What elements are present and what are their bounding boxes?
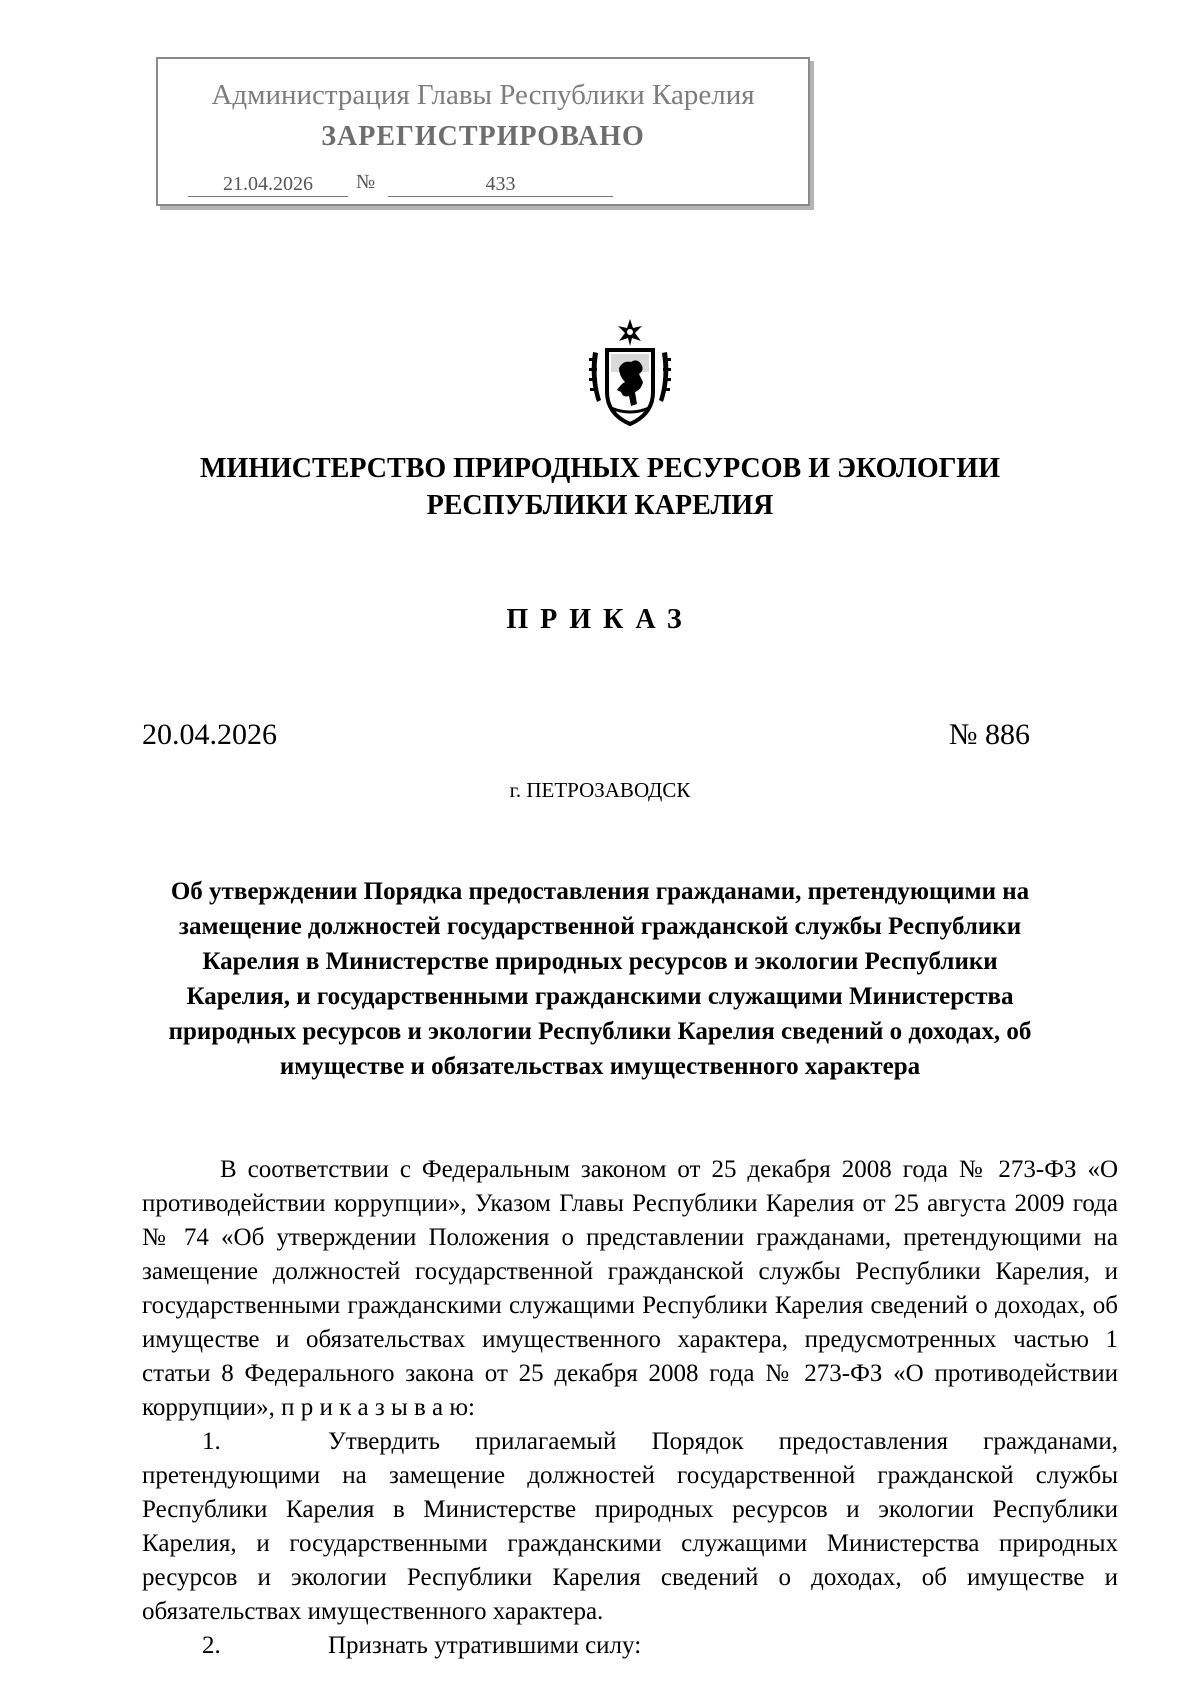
ministry-name-line1: МИНИСТЕРСТВО ПРИРОДНЫХ РЕСУРСОВ И ЭКОЛОГИИ: [200, 453, 1000, 484]
preamble-paragraph: В соответствии с Федеральным законом от 25 декабря 2008 года № 273-ФЗ «О противодействии коррупции», Указом Главы Республики Карелия от 25 августа 2009 года № 74 «Об утверждении Положения о представлении гражданами, претендующими на замещение должностей государственной гражданской службы Республики Карелия, и государственными гражданскими служащими Республики Карелия сведений о доходах, об имуществе и обязательствах имущественного характера, предусмотренных частью 1 статьи 8 Федерального закона от 25 декабря 2008 года № 273-ФЗ «О противодействии коррупции», п р и к а з ы в а ю:: [142, 1156, 1118, 1421]
list-item: [142, 1629, 1118, 1663]
stamp-date: 21.04.2026: [188, 173, 348, 197]
document-kind: ПРИКАЗ: [506, 604, 694, 635]
item-text: Утвердить прилагаемый Порядок предоставления гражданами, претендующими на замещение должностей государственной гражданской службы Республики Карелия в Министерстве природных ресурсов и экологии Республики Карелия, и государственными гражданскими служащими Министерства природных ресурсов и экологии Республики Карелия сведений о доходах, об имуществе и обязательствах имущественного характера.: [142, 1428, 1118, 1625]
order-number: № 886: [948, 718, 1030, 751]
document-title: Об утверждении Порядка предоставления гражданами, претендующими на замещение должностей государственной гражданской службы Республики Карелия в Министерстве природных ресурсов и экологии Республики Карелия, и государственными гражданскими служащими Министерства природных ресурсов и экологии Республики Карелия сведений о доходах, об имуществе и обязательствах имущественного характера: [168, 878, 1032, 1080]
order-date: 20.04.2026: [142, 718, 277, 751]
item-number: 2.: [202, 1632, 221, 1659]
registration-stamp: [156, 57, 810, 206]
stamp-number: 433: [388, 173, 613, 197]
list-item: [142, 1425, 1118, 1629]
item-text: Признать утратившими силу:: [328, 1632, 642, 1659]
stamp-registered-label: ЗАРЕГИСТРИРОВАНО: [321, 121, 645, 152]
stamp-organization: Администрация Главы Республики Карелия: [211, 79, 755, 111]
stamp-number-label: №: [356, 171, 376, 193]
order-city: г. ПЕТРОЗАВОДСК: [509, 778, 691, 802]
ministry-name-line2: РЕСПУБЛИКИ КАРЕЛИЯ: [426, 490, 774, 521]
item-number: 1.: [202, 1428, 221, 1455]
karelia-coat-of-arms-icon: [585, 318, 675, 430]
